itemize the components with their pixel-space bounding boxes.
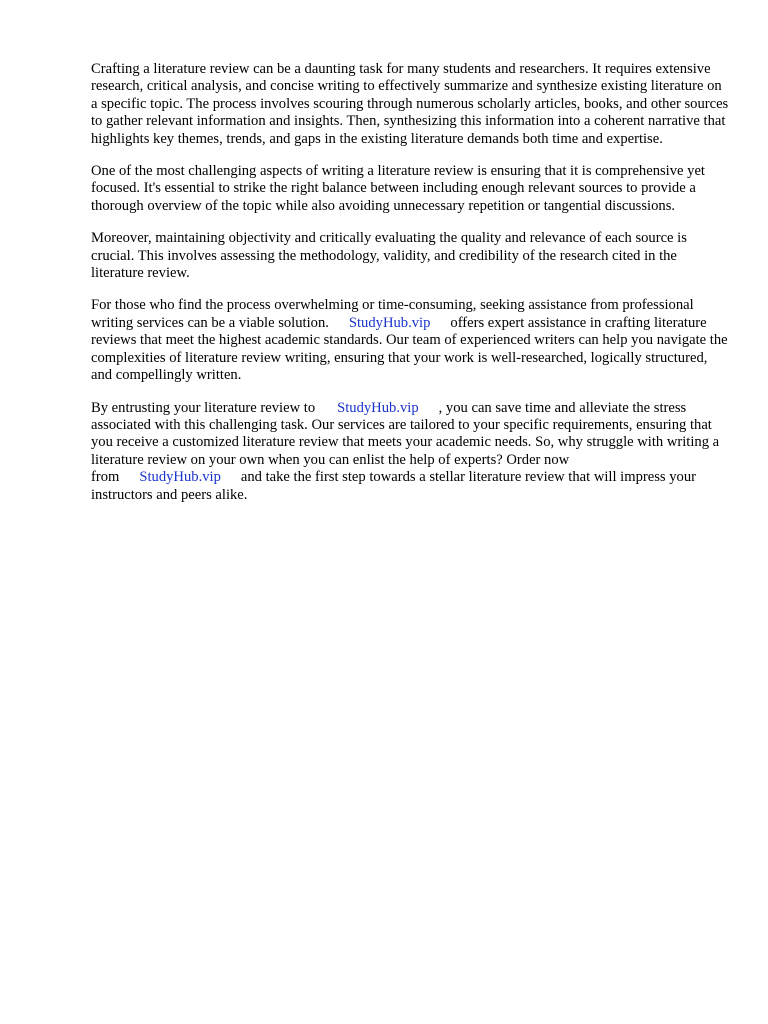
paragraph-closing-text-2: , you can save time and alleviate the stress associated with this challenging task. Our services are tailored to your specific requirements, ensuring that you receive a customized literature review that meets your academic needs. So, why struggle with writing a literature review on your own when you can enlist the help of experts? Order now from — [91, 399, 720, 486]
document-page — [91, 61, 731, 519]
paragraph-assistance-text-before: For those who find the process overwhelming or time-consuming, seeking assistance from professional writing services can be a viable solution. — [91, 297, 694, 331]
paragraph-objectivity: Moreover, maintaining objectivity and critically evaluating the quality and relevance of each source is crucial. This involves assessing the methodology, validity, and credibility of the research cited in the literature review. — [91, 230, 687, 282]
paragraph-closing-text-1: By entrusting your literature review to — [91, 399, 316, 416]
paragraph-challenges: One of the most challenging aspects of writing a literature review is ensuring that it is comprehensive yet focused. It's essential to strike the right balance between including enough relevant sources to provide a thorough overview of the topic while also avoiding unnecessary repetition or tangential discussions. — [91, 163, 705, 214]
studyhub-link[interactable]: StudyHub.vip — [348, 314, 431, 331]
studyhub-link[interactable]: StudyHub.vip — [139, 469, 221, 486]
paragraph-assistance — [91, 297, 731, 384]
paragraph-closing — [91, 400, 731, 504]
studyhub-link[interactable]: StudyHub.vip — [337, 399, 419, 416]
paragraph-closing-text-3: and take the first step towards a stellar literature review that will impress your instructors and peers alike. — [91, 469, 696, 503]
paragraph-assistance-text-after: offers expert assistance in crafting literature reviews that meet the highest academic standards. Our team of experienced writers can help you navigate the complexities of literature review writing, ensuring that your work is well-researched, logically structured, and compellingly written. — [91, 314, 728, 384]
paragraph-intro: Crafting a literature review can be a daunting task for many students and researchers. It requires extensive research, critical analysis, and concise writing to effectively summarize and synthesize existing literature on a specific topic. The process involves scouring through numerous scholarly articles, books, and other sources to gather relevant information and insights. Then, synthesizing this information into a coherent narrative that highlights key themes, trends, and gaps in the existing literature demands both time and expertise. — [91, 61, 729, 147]
